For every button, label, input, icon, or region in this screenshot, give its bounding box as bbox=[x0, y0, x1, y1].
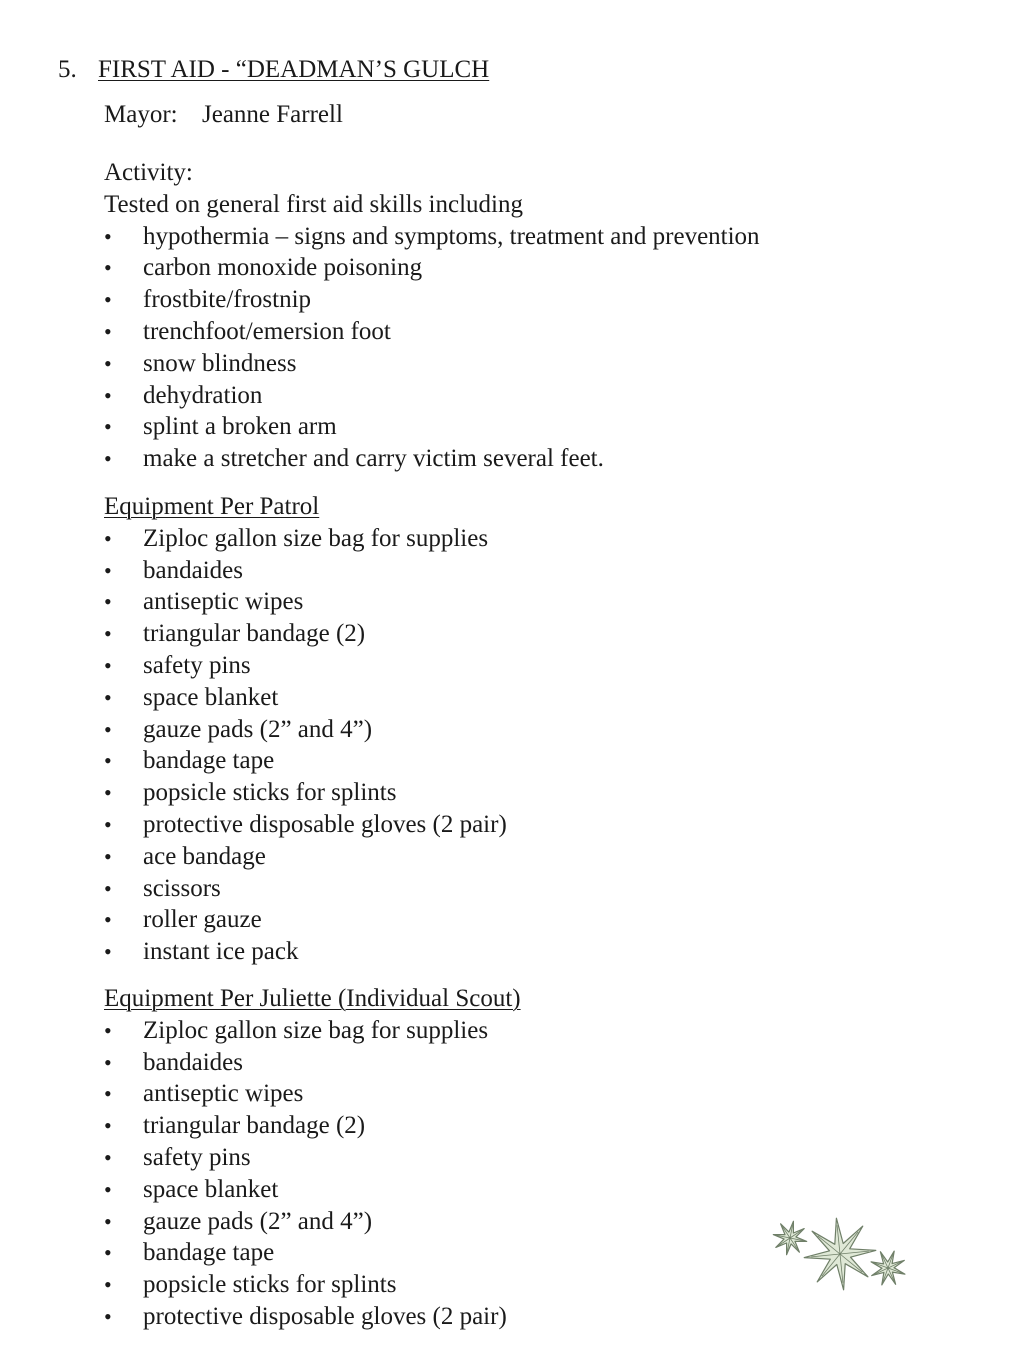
activity-section bbox=[104, 157, 760, 475]
list-item bbox=[104, 555, 507, 587]
list-item bbox=[104, 1174, 521, 1206]
list-item bbox=[104, 523, 507, 555]
list-item-text: instant ice pack bbox=[143, 938, 299, 966]
list-item bbox=[104, 650, 507, 682]
equipment-juliette-section bbox=[104, 983, 521, 1333]
list-item-text: triangular bandage (2) bbox=[143, 1112, 366, 1140]
bullet-icon: • bbox=[104, 525, 112, 551]
list-item bbox=[104, 841, 507, 873]
list-item-text: antiseptic wipes bbox=[143, 1080, 304, 1108]
list-item bbox=[104, 1110, 521, 1142]
list-item-text: dehydration bbox=[143, 381, 263, 409]
bullet-icon: • bbox=[104, 1144, 112, 1170]
list-item-text: Ziploc gallon size bag for supplies bbox=[143, 1016, 489, 1044]
list-item-text: protective disposable gloves (2 pair) bbox=[143, 1302, 507, 1330]
activity-list bbox=[104, 221, 760, 475]
bullet-icon: • bbox=[104, 716, 112, 742]
bullet-icon: • bbox=[104, 223, 112, 249]
list-item bbox=[104, 284, 760, 316]
list-item-text: bandage tape bbox=[143, 747, 275, 775]
bullet-icon: • bbox=[104, 748, 112, 774]
list-item-text: carbon monoxide poisoning bbox=[143, 254, 423, 282]
list-item bbox=[104, 316, 760, 348]
list-item-text: splint a broken arm bbox=[143, 413, 337, 441]
equipment-juliette-list bbox=[104, 1015, 521, 1333]
bullet-icon: • bbox=[104, 414, 112, 440]
bullet-icon: • bbox=[104, 1081, 112, 1107]
list-item bbox=[104, 904, 507, 936]
list-item bbox=[104, 1078, 521, 1110]
mayor-label: Mayor: bbox=[104, 101, 178, 128]
list-item bbox=[104, 745, 507, 777]
list-item-text: bandaides bbox=[143, 556, 243, 584]
list-item-text: make a stretcher and carry victim several feet. bbox=[143, 445, 604, 473]
section-heading bbox=[58, 54, 489, 86]
list-item bbox=[104, 443, 760, 475]
bullet-icon: • bbox=[104, 875, 112, 901]
list-item bbox=[104, 1047, 521, 1079]
equipment-patrol-section bbox=[104, 491, 507, 968]
list-item bbox=[104, 618, 507, 650]
list-item bbox=[104, 380, 760, 412]
list-item bbox=[104, 1237, 521, 1269]
list-item-text: popsicle sticks for splints bbox=[143, 1271, 397, 1299]
list-item-text: hypothermia – signs and symptoms, treatment and prevention bbox=[143, 222, 760, 250]
list-item bbox=[104, 682, 507, 714]
list-item-text: snow blindness bbox=[143, 349, 297, 377]
list-item-text: bandage tape bbox=[143, 1239, 275, 1267]
list-item-text: safety pins bbox=[143, 1143, 251, 1171]
list-item-text: roller gauze bbox=[143, 906, 262, 934]
bullet-icon: • bbox=[104, 446, 112, 472]
list-item bbox=[104, 1269, 521, 1301]
list-item-text: triangular bandage (2) bbox=[143, 620, 366, 648]
bullet-icon: • bbox=[104, 1272, 112, 1298]
list-item bbox=[104, 252, 760, 284]
bullet-icon: • bbox=[104, 1240, 112, 1266]
list-item-text: space blanket bbox=[143, 1175, 279, 1203]
activity-intro: Tested on general first aid skills including bbox=[104, 190, 523, 218]
bullet-icon: • bbox=[104, 287, 112, 313]
list-item-text: Ziploc gallon size bag for supplies bbox=[143, 524, 489, 552]
list-item bbox=[104, 873, 507, 905]
list-item bbox=[104, 777, 507, 809]
list-item-text: gauze pads (2” and 4”) bbox=[143, 715, 373, 743]
bullet-icon: • bbox=[104, 907, 112, 933]
bullet-icon: • bbox=[104, 652, 112, 678]
bullet-icon: • bbox=[104, 589, 112, 615]
equipment-patrol-heading: Equipment Per Patrol bbox=[104, 493, 320, 520]
list-item bbox=[104, 348, 760, 380]
bullet-icon: • bbox=[104, 350, 112, 376]
bullet-icon: • bbox=[104, 1017, 112, 1043]
list-item bbox=[104, 1206, 521, 1238]
snowflake-cluster-icon bbox=[770, 1212, 912, 1296]
list-item-text: ace bandage bbox=[143, 842, 266, 870]
list-item-text: bandaides bbox=[143, 1048, 243, 1076]
list-item bbox=[104, 714, 507, 746]
list-item bbox=[104, 936, 507, 968]
list-item bbox=[104, 1015, 521, 1047]
bullet-icon: • bbox=[104, 1208, 112, 1234]
bullet-icon: • bbox=[104, 811, 112, 837]
list-item bbox=[104, 1301, 521, 1333]
mayor-name: Jeanne Farrell bbox=[202, 101, 343, 128]
list-item bbox=[104, 586, 507, 618]
bullet-icon: • bbox=[104, 1176, 112, 1202]
list-item-text: frostbite/frostnip bbox=[143, 286, 312, 314]
bullet-icon: • bbox=[104, 684, 112, 710]
list-item-text: protective disposable gloves (2 pair) bbox=[143, 810, 507, 838]
list-item-text: safety pins bbox=[143, 651, 251, 679]
list-item-text: scissors bbox=[143, 874, 221, 902]
list-item bbox=[104, 809, 507, 841]
bullet-icon: • bbox=[104, 1303, 112, 1329]
equipment-patrol-list bbox=[104, 523, 507, 968]
bullet-icon: • bbox=[104, 843, 112, 869]
bullet-icon: • bbox=[104, 1113, 112, 1139]
section-title: FIRST AID - “DEADMAN’S GULCH bbox=[98, 56, 490, 83]
equipment-juliette-heading: Equipment Per Juliette (Individual Scout) bbox=[104, 985, 521, 1012]
list-item-text: popsicle sticks for splints bbox=[143, 779, 397, 807]
section-number: 5. bbox=[58, 56, 77, 83]
list-item-text: space blanket bbox=[143, 683, 279, 711]
bullet-icon: • bbox=[104, 255, 112, 281]
bullet-icon: • bbox=[104, 557, 112, 583]
list-item-text: gauze pads (2” and 4”) bbox=[143, 1207, 373, 1235]
bullet-icon: • bbox=[104, 382, 112, 408]
list-item-text: antiseptic wipes bbox=[143, 588, 304, 616]
bullet-icon: • bbox=[104, 780, 112, 806]
list-item-text: trenchfoot/emersion foot bbox=[143, 317, 391, 345]
list-item bbox=[104, 411, 760, 443]
bullet-icon: • bbox=[104, 939, 112, 965]
mayor-line bbox=[104, 99, 343, 131]
list-item bbox=[104, 1142, 521, 1174]
list-item bbox=[104, 221, 760, 253]
bullet-icon: • bbox=[104, 1049, 112, 1075]
bullet-icon: • bbox=[104, 318, 112, 344]
bullet-icon: • bbox=[104, 621, 112, 647]
activity-label: Activity: bbox=[104, 159, 193, 186]
